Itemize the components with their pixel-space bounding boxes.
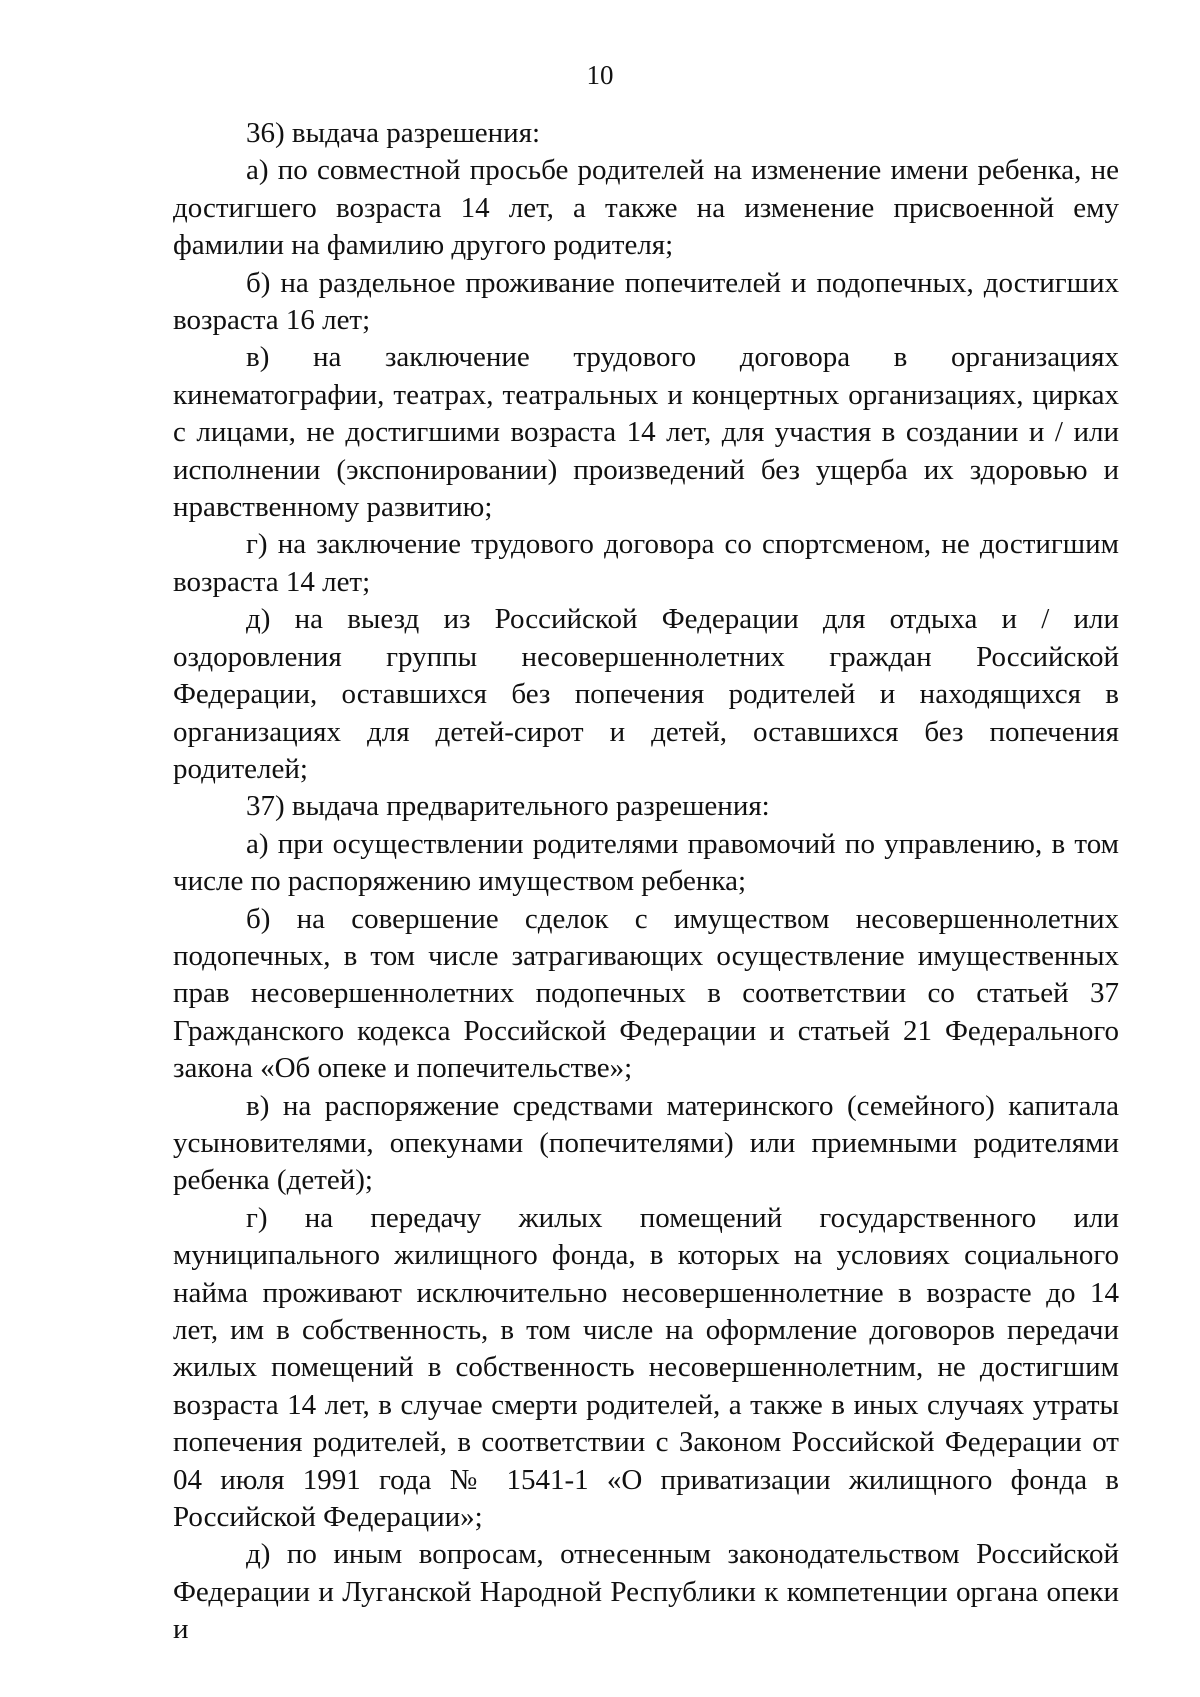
paragraph-subitem-37b: б) на совершение сделок с имуществом несовершеннолетних подопечных, в том числе затрагивающих осуществление имущественных прав несовершеннолетних подопечных в соответствии со статьей 37 Гражданского кодекса Российской Федерации и статьей 21 Федерального закона «Об опеке и попечительстве»; [173, 902, 1119, 1085]
paragraph-subitem-36a: а) по совместной просьбе родителей на изменение имени ребенка, не достигшего возраста 14 лет, а также на изменение присвоенной ему фамилии на фамилию другого родителя; [173, 154, 1119, 262]
paragraph-subitem-36b: б) на раздельное проживание попечителей и подопечных, достигших возраста 16 лет; [173, 266, 1119, 337]
paragraph-subitem-37g: г) на передачу жилых помещений государственного или муниципального жилищного фонда, в которых на условиях социального найма проживают исключительно несовершеннолетние в возрасте до 14 лет, им в собственность, в том числе на оформление договоров передачи жилых помещений в собственность несовершеннолетним, не достигшим возраста 14 лет, в случае смерти родителей, а также в иных случаях утраты попечения родителей, в соответствии с Законом Российской Федерации от 04 июля 1991 года № 1541-1 «О приватизации жилищного фонда в Российской Федерации»; [173, 1201, 1119, 1534]
document-body [173, 115, 1119, 1649]
paragraph-subitem-36g: г) на заключение трудового договора со спортсменом, не достигшим возраста 14 лет; [173, 528, 1119, 598]
paragraph-subitem-37d: д) по иным вопросам, отнесенным законодательством Российской Федерации и Луганской Народной Республики к компетенции органа опеки и [173, 1538, 1119, 1646]
paragraph-subitem-37a: а) при осуществлении родителями правомочий по управлению, в том числе по распоряжению имуществом ребенка; [173, 827, 1119, 898]
paragraph-item-37-heading: 37) выдача предварительного разрешения: [246, 790, 770, 823]
page-number: 10 [586, 60, 614, 90]
paragraph-item-36-heading: 36) выдача разрешения: [246, 117, 541, 149]
paragraph-subitem-37v: в) на распоряжение средствами материнского (семейного) капитала усыновителями, опекунами (попечителями) или приемными родителями ребенка (детей); [173, 1089, 1119, 1197]
paragraph-subitem-36d: д) на выезд из Российской Федерации для отдыха и / или оздоровления группы несовершеннолетних граждан Российской Федерации, оставшихся без попечения родителей и находящихся в организациях для детей-сирот и детей, оставшихся без попечения родителей; [173, 603, 1119, 785]
paragraph-subitem-36v: в) на заключение трудового договора в организациях кинематографии, театрах, театральных и концертных организациях, цирках с лицами, не достигшими возраста 14 лет, для участия в создании и / или исполнении (экспонировании) произведений без ущерба их здоровью и нравственному развитию; [173, 341, 1119, 524]
